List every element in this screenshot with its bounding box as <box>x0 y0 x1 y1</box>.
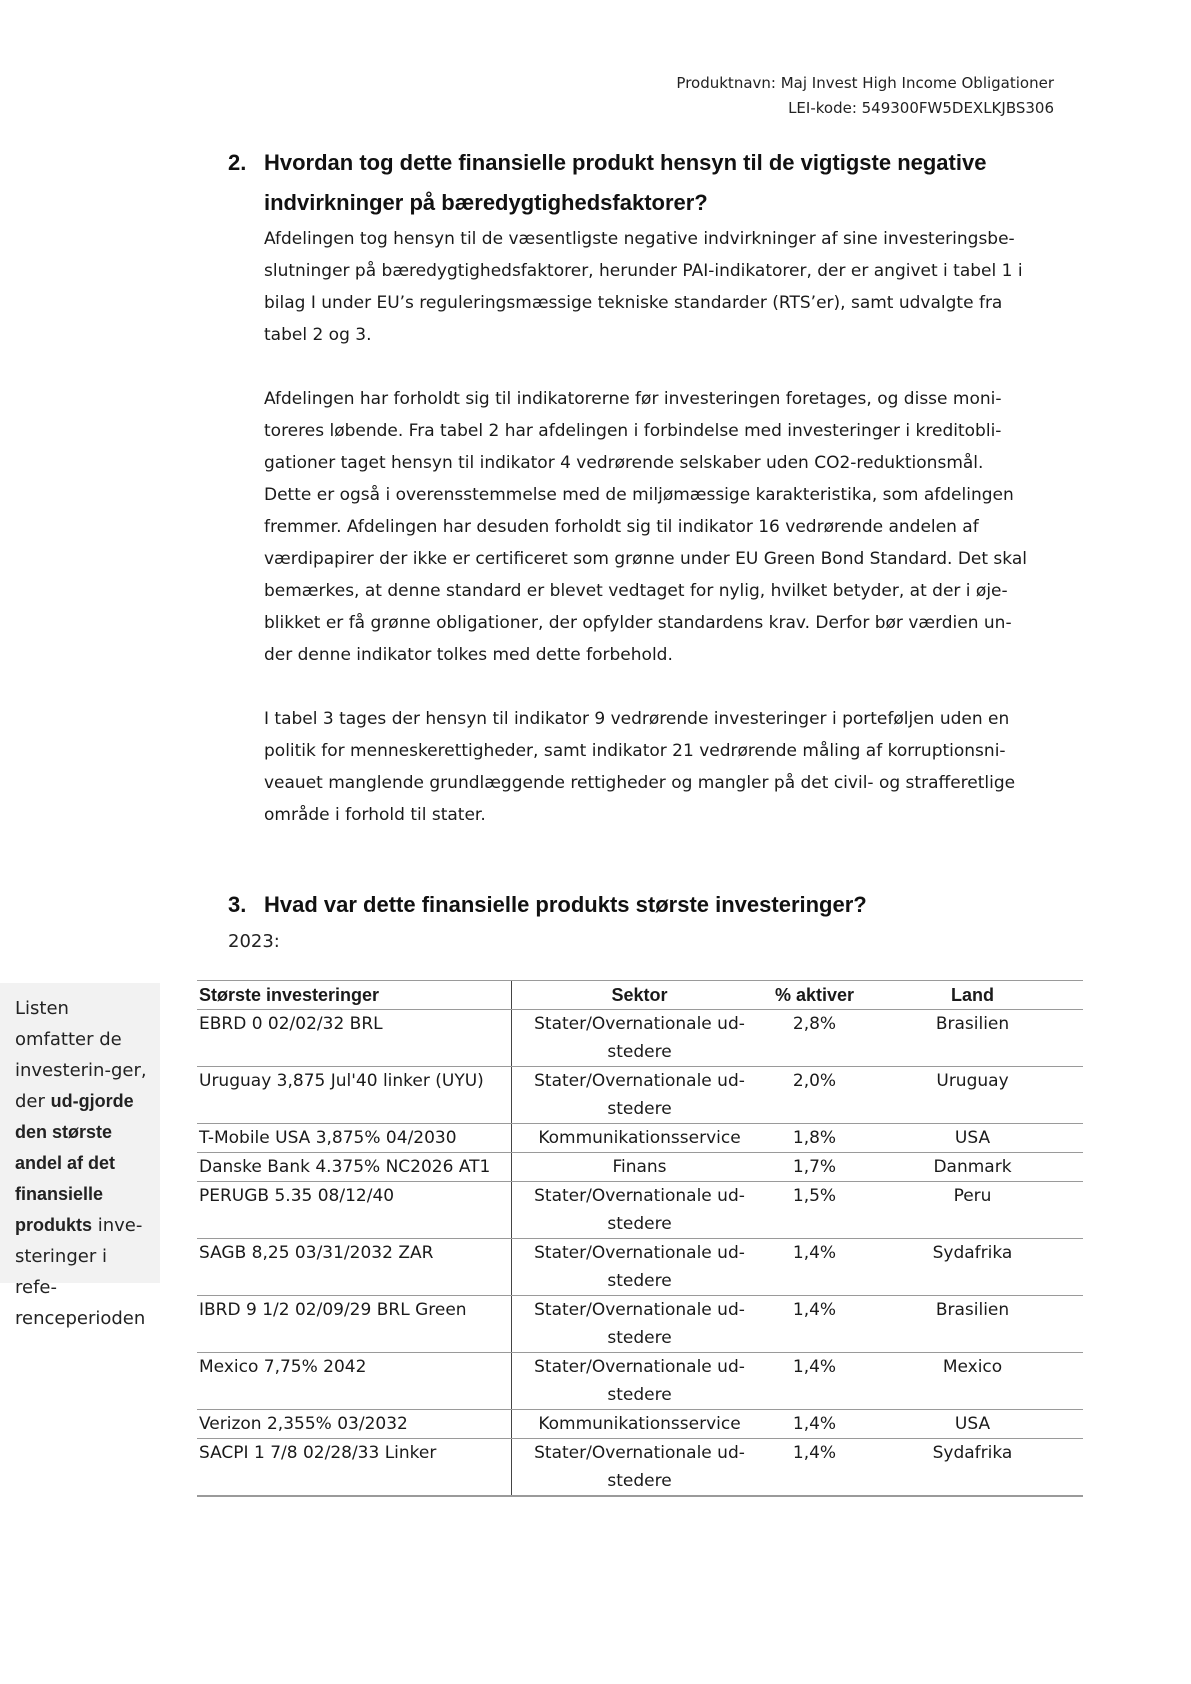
assets-percent-cell: 1,4% <box>792 1414 837 1434</box>
country-cell: USA <box>954 1128 991 1148</box>
header-investments: Største investeringer <box>197 981 512 1009</box>
country-cell: Brasilien <box>935 1014 1010 1034</box>
product-name-line: Produktnavn: Maj Invest High Income Obligationer <box>676 74 1054 92</box>
side-note-text-1: Listen omfatter de investerin-ger, der <box>15 998 147 1112</box>
table-row <box>197 1353 1083 1410</box>
header-assets-percent: % aktiver <box>774 985 855 1005</box>
assets-percent-cell: 1,4% <box>792 1243 837 1263</box>
table-header-row <box>197 980 1083 1010</box>
side-note-bold: ud-gjorde den største andel af det finansielle produkts <box>15 1091 134 1235</box>
assets-percent-cell: 1,4% <box>792 1300 837 1320</box>
sector-cell: Stater/Overnationale ud- stedere <box>534 1443 745 1491</box>
table-row <box>197 1439 1083 1497</box>
section-2-paragraph-3: I tabel 3 tages der hensyn til indikator 9 vedrørende investeringer i porteføljen uden en politik for menneskerettigheder, samt indikator 21 vedrørende måling af korruptionsni- veauet manglende grundlæggende rettigheder og mangler på det civil- og strafferetlige område i forhold til stater. <box>264 709 1016 825</box>
country-cell: Peru <box>953 1186 992 1206</box>
section-2-number: 2. <box>228 150 247 175</box>
assets-percent-cell: 1,7% <box>792 1157 837 1177</box>
table-body <box>197 1010 1083 1497</box>
table-row <box>197 1182 1083 1239</box>
side-note <box>0 983 160 1329</box>
header-country: Land <box>951 985 994 1005</box>
section-3-title: Hvad var dette finansielle produkts største investeringer? <box>264 892 867 917</box>
investment-name-cell: T-Mobile USA 3,875% 04/2030 <box>197 1124 512 1152</box>
assets-percent-cell: 2,0% <box>792 1071 837 1091</box>
investment-name-cell: PERUGB 5.35 08/12/40 <box>197 1182 512 1238</box>
sector-cell: Stater/Overnationale ud- stedere <box>534 1071 745 1119</box>
investment-name-cell: IBRD 9 1/2 02/09/29 BRL Green <box>197 1296 512 1352</box>
assets-percent-cell: 1,4% <box>792 1443 837 1463</box>
reference-year: 2023: <box>228 931 280 952</box>
sector-cell: Stater/Overnationale ud- stedere <box>534 1357 745 1405</box>
section-2 <box>228 143 1058 831</box>
investment-name-cell: SAGB 8,25 03/31/2032 ZAR <box>197 1239 512 1295</box>
investment-name-cell: SACPI 1 7/8 02/28/33 Linker <box>197 1439 512 1495</box>
country-cell: Mexico <box>942 1357 1003 1377</box>
country-cell: Brasilien <box>935 1300 1010 1320</box>
table-row <box>197 1153 1083 1182</box>
assets-percent-cell: 1,8% <box>792 1128 837 1148</box>
country-cell: Danmark <box>933 1157 1012 1177</box>
section-2-paragraph-1: Afdelingen tog hensyn til de væsentligste negative indvirkninger af sine investeringsbe- slutninger på bæredygtighedsfaktorer, herunder PAI-indikatorer, der er angivet i tabel 1 i bilag I under EU’s reguleringsmæssige tekniske standarder (RTS’er), samt udvalgte fra tabel 2 og 3. <box>264 229 1023 345</box>
sector-cell: Finans <box>612 1157 667 1177</box>
investment-name-cell: Uruguay 3,875 Jul'40 linker (UYU) <box>197 1067 512 1123</box>
table-row <box>197 1124 1083 1153</box>
table-row <box>197 1410 1083 1439</box>
section-2-title: Hvordan tog dette finansielle produkt hensyn til de vigtigste negative indvirkninger på bæredygtighedsfaktorer? <box>264 150 987 215</box>
sector-cell: Kommunikationsservice <box>538 1128 741 1148</box>
page-header <box>676 71 1054 121</box>
country-cell: Sydafrika <box>932 1243 1013 1263</box>
sector-cell: Stater/Overnationale ud- stedere <box>534 1300 745 1348</box>
investment-name-cell: Verizon 2,355% 03/2032 <box>197 1410 512 1438</box>
assets-percent-cell: 1,4% <box>792 1357 837 1377</box>
lei-code-line: LEI-kode: 549300FW5DEXLKJBS306 <box>788 99 1054 117</box>
section-2-paragraph-2: Afdelingen har forholdt sig til indikatorerne før investeringen foretages, og disse moni- toreres løbende. Fra tabel 2 har afdelingen i forbindelse med investeringer i kreditobli- gationer taget hensyn til indikator 4 vedrørende selskaber uden CO2-reduktionsmål. Dette er også i overensstemmelse med de miljømæssige karakteristika, som afdelingen fremmer. Afdelingen har desuden forholdt sig til indikator 16 vedrørende andelen af værdipapirer der ikke er certificeret som grønne under EU Green Bond Standard. Det skal bemærkes, at denne standard er blevet vedtaget for nylig, hvilket betyder, at der i øje- blikket er få grønne obligationer, der opfylder standardens krav. Derfor bør værdien un- der denne indikator tolkes med dette forbehold. <box>264 389 1027 665</box>
section-3-heading <box>228 885 1058 925</box>
section-3 <box>228 885 1058 957</box>
sector-cell: Stater/Overnationale ud- stedere <box>534 1186 745 1234</box>
sector-cell: Kommunikationsservice <box>538 1414 741 1434</box>
header-sector: Sektor <box>611 985 668 1005</box>
country-cell: Uruguay <box>936 1071 1009 1091</box>
investment-name-cell: EBRD 0 02/02/32 BRL <box>197 1010 512 1066</box>
sector-cell: Stater/Overnationale ud- stedere <box>534 1243 745 1291</box>
section-2-heading <box>228 143 1058 223</box>
table-row <box>197 1067 1083 1124</box>
table-row <box>197 1239 1083 1296</box>
country-cell: Sydafrika <box>932 1443 1013 1463</box>
table-row <box>197 1296 1083 1353</box>
side-note-text-2: inve-steringer i refe-renceperioden <box>15 1215 146 1329</box>
investment-name-cell: Danske Bank 4.375% NC2026 AT1 <box>197 1153 512 1181</box>
sector-cell: Stater/Overnationale ud- stedere <box>534 1014 745 1062</box>
investment-name-cell: Mexico 7,75% 2042 <box>197 1353 512 1409</box>
assets-percent-cell: 1,5% <box>792 1186 837 1206</box>
table-row <box>197 1010 1083 1067</box>
country-cell: USA <box>954 1414 991 1434</box>
section-3-number: 3. <box>228 892 247 917</box>
largest-investments-table <box>197 980 1083 1497</box>
assets-percent-cell: 2,8% <box>792 1014 837 1034</box>
